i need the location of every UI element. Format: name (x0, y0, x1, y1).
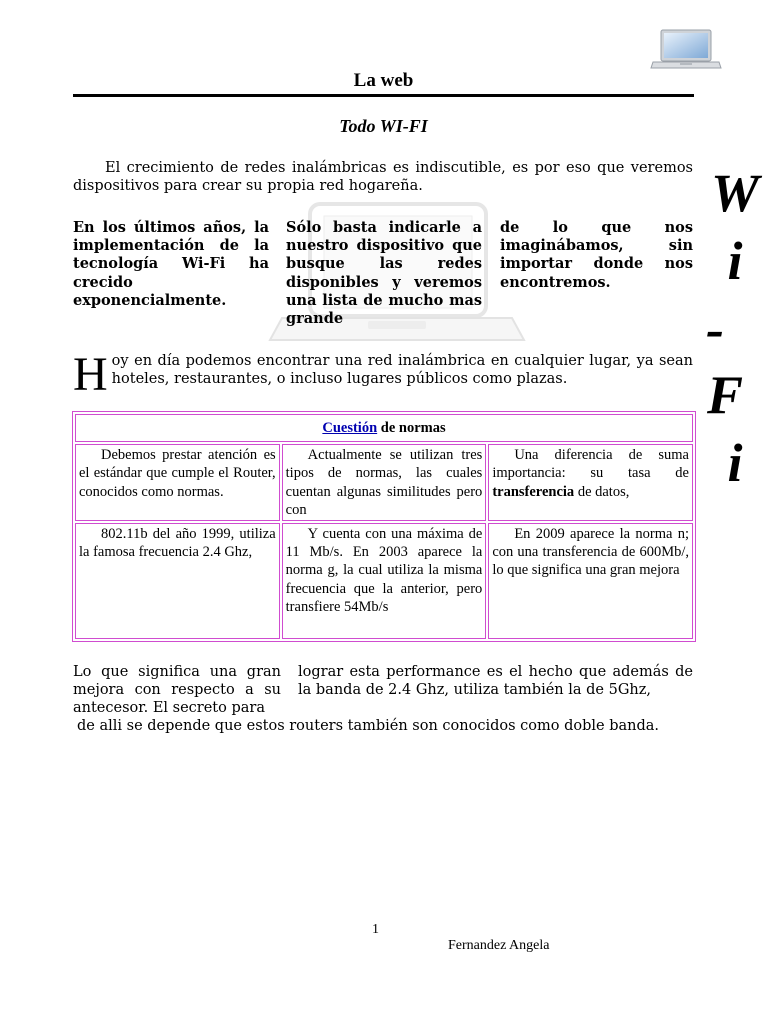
bottom-left-paragraph: Lo que significa una gran mejora con respecto a su antecesor. El secreto para (73, 664, 281, 717)
bottom-right-paragraph: lograr esta performance es el hecho que además de la banda de 2.4 Ghz, utiliza también la de 5Ghz, (298, 664, 693, 699)
cell-bold-text: transferencia (492, 483, 575, 500)
cell-text: de datos, (574, 483, 630, 500)
dropcap-paragraph-text: oy en día podemos encontrar una red inalámbrica en cualquier lugar, ya sean hoteles, restaurantes, o incluso lugares públicos como plazas. (111, 353, 693, 388)
table-heading (75, 414, 693, 442)
intro-paragraph: El crecimiento de redes inalámbricas es indiscutible, es por eso que veremos dispositivos para crear su propia red hogareña. (73, 160, 693, 195)
column-1-text: En los últimos años, la implementación de la tecnología Wi-Fi ha crecido exponencialmente. (73, 219, 269, 309)
table-row (75, 523, 693, 639)
laptop-icon (650, 28, 722, 72)
dropcap-paragraph (73, 348, 693, 401)
author-name: Fernandez Angela (448, 938, 550, 953)
table-heading-rest: de normas (377, 420, 446, 436)
side-title-letter-f: F (706, 365, 744, 425)
table-cell: Y cuenta con una máxima de 11 Mb/s. En 2003 aparece la norma g, la cual utiliza la misma frecuencia que la anterior, pero transfiere 54Mb/s (282, 523, 487, 639)
table-cell: Debemos prestar atención es el estándar que cumple el Router, conocidos como normas. (75, 444, 280, 521)
bottom-final-line: de alli se depende que estos routers también son conocidos como doble banda. (77, 718, 660, 734)
cell-text: Una diferencia de suma importancia: su tasa de (492, 447, 689, 482)
column-2-text: Sólo basta indicarle a nuestro dispositivo que busque las redes disponibles y veremos una lista de mucho mas grande (286, 219, 482, 328)
table-row (75, 444, 693, 521)
table-cell: En 2009 aparece la norma n; con una transferencia de 600Mb/, lo que significa una gran mejora (488, 523, 693, 639)
header-rule (73, 94, 694, 97)
dropcap-letter: H (73, 348, 108, 401)
table-cell: 802.11b del año 1999, utiliza la famosa frecuencia 2.4 Ghz, (75, 523, 280, 639)
cuestion-link[interactable]: Cuestión (322, 420, 378, 436)
side-title-letter-w: W (710, 163, 759, 223)
page-number: 1 (372, 922, 379, 937)
side-title-dash: - (706, 299, 724, 359)
document-subtitle: Todo WI-FI (339, 116, 428, 136)
page-title: La web (353, 70, 414, 91)
side-title-letter-i-2: i (727, 433, 743, 493)
norms-table (72, 411, 696, 642)
table-header-row (75, 414, 693, 442)
table-cell (488, 444, 693, 521)
column-3-text: de lo que nos imaginábamos, sin importar donde nos encontremos. (500, 219, 693, 291)
table-cell: Actualmente se utilizan tres tipos de normas, las cuales cuentan algunas similitudes pero con (282, 444, 487, 521)
side-title-letter-i: i (727, 231, 743, 291)
